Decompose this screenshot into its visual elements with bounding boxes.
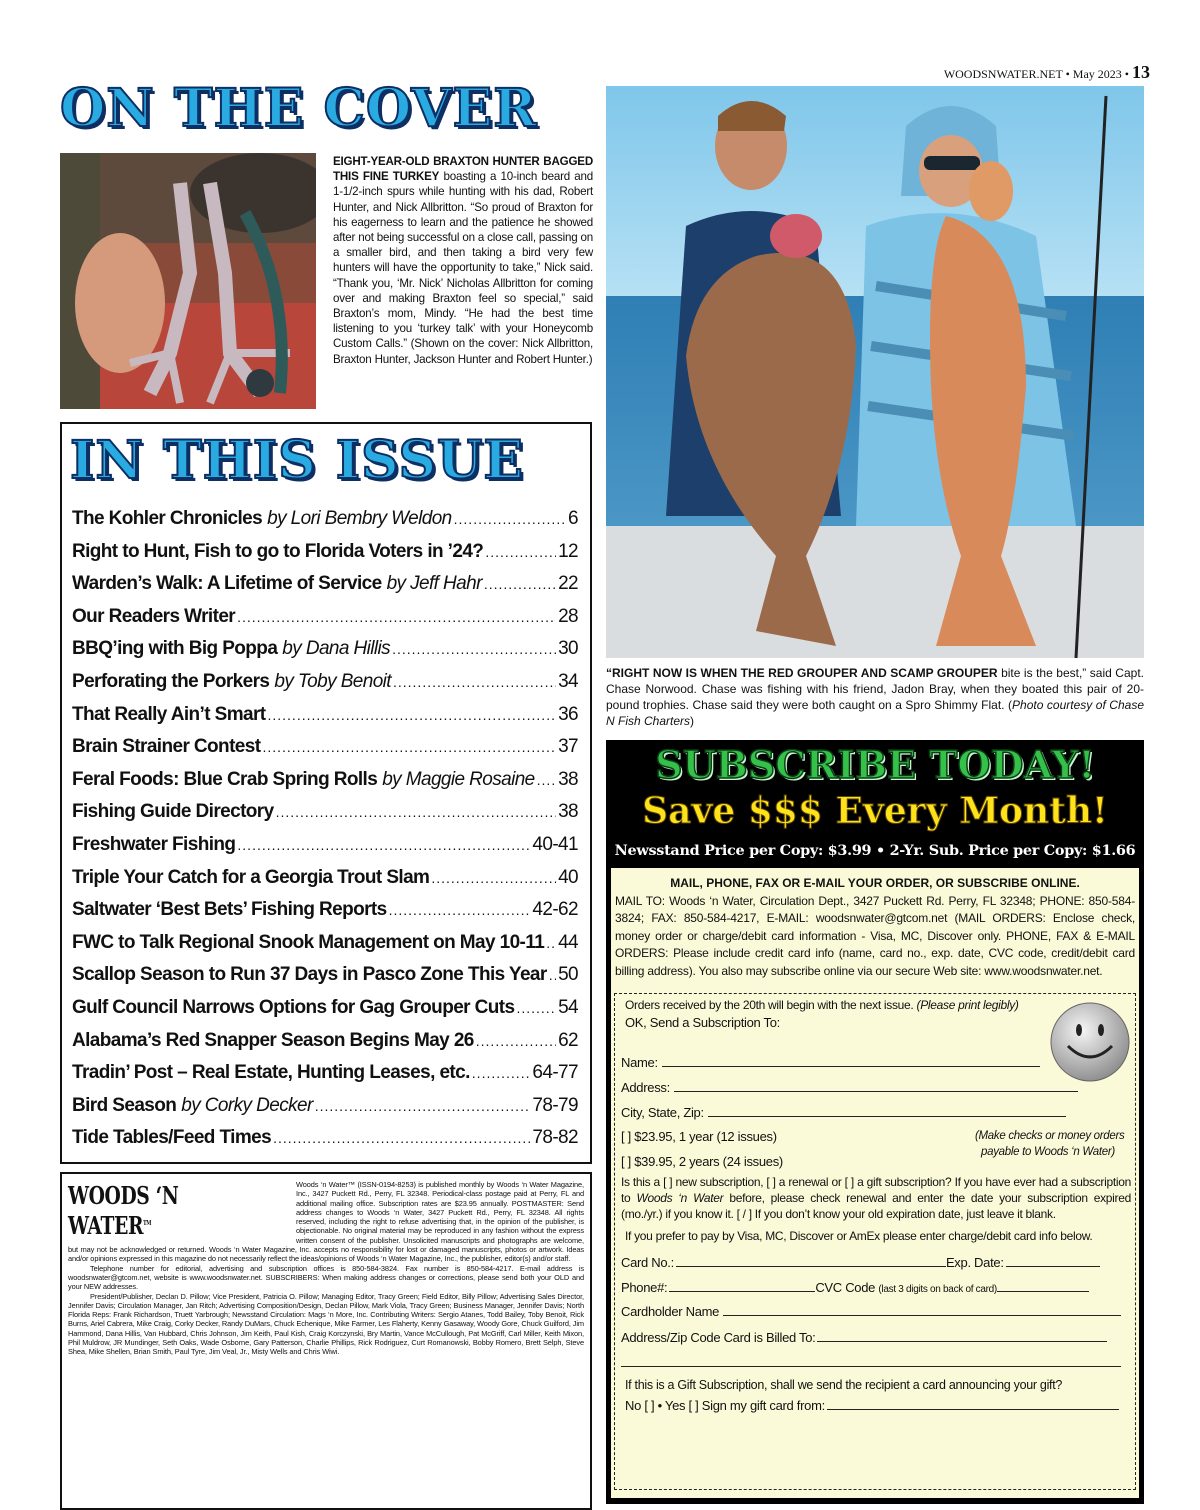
toc-leader-dots: [484, 576, 556, 592]
toc-title: Right to Hunt, Fish to go to Florida Voters in ’24?: [72, 540, 484, 562]
card-number-field[interactable]: Card No.: Exp. Date:: [621, 1254, 1100, 1270]
toc-title: Our Readers Writer: [72, 605, 236, 627]
address-field[interactable]: Address:: [621, 1079, 1078, 1095]
toc-page-number: 6: [568, 508, 578, 529]
toc-title: FWC to Talk Regional Snook Management on May 10-11: [72, 931, 545, 953]
masthead-contact-info: Telephone number for editorial, advertising and subscription offices is 850-584-3824. Fax number is 850-584-4217. E-mail address is woodsnwater@gtcom.net, website is www.woodsnwater.net. SUBSCRIBERS: When making address changes or corrections, please send both your OLD and your NEW addresses.: [68, 1263, 584, 1292]
toc-leader-dots: [516, 1000, 556, 1016]
toc-title: Tide Tables/Feed Times: [72, 1127, 272, 1149]
toc-title: Saltwater ‘Best Bets’ Fishing Reports: [72, 899, 387, 921]
toc-entry: [72, 704, 578, 737]
toc-title: The Kohler Chronicles: [72, 508, 263, 529]
cardholder-name-field[interactable]: Cardholder Name: [621, 1303, 1121, 1319]
toc-page-number: 44: [558, 931, 578, 953]
toc-leader-dots: [389, 902, 531, 918]
toc-entry: [72, 1095, 578, 1128]
toc-leader-dots: [237, 837, 530, 853]
grouper-photo-caption: [606, 665, 1144, 729]
renewal-question: Is this a [ ] new subscription, [ ] a renewal or [ ] a gift subscription? If you have ever had a subscription to Woods ‘n Water before, please check renewal and enter the date your subscription expired (mo./yr.) if you know it. [ / ] If you don’t know your old expiration date, just leave it blank.: [621, 1175, 1131, 1221]
toc-page-number: 12: [558, 540, 578, 562]
toc-title: That Really Ain’t Smart: [72, 703, 266, 725]
toc-author: by Toby Benoit: [274, 670, 391, 692]
on-the-cover-heading: ON THE COVER: [60, 78, 538, 139]
toc-entry: [72, 997, 578, 1030]
toc-leader-dots: [393, 674, 556, 690]
toc-leader-dots: [454, 511, 566, 527]
toc-entry: [72, 899, 578, 932]
mailing-instructions: MAIL TO: Woods ‘n Water, Circulation Dept., 3427 Puckett Rd. Perry, FL 32348; PHONE: 850-584-3824; FAX: 850-584-4217, E-MAIL: woodsnwater@gtcom.net (MAIL ORDERS: Enclose check, money order or charge/debit card information - Visa, MC, Discover only. PHONE, FAX & E-MAIL ORDERS: Please include credit card info (name, card no., exp. date, CVC code, credit/debit card billing address). You also may subscribe online via our secure Web site: www.woodsnwater.net.: [615, 894, 1135, 978]
toc-page-number: 40-41: [532, 833, 578, 855]
toc-entry: [72, 573, 578, 606]
toc-title: Fishing Guide Directory: [72, 801, 274, 823]
masthead-staff-list: President/Publisher, Declan D. Pillow; Vice President, Patricia O. Pillow; Managing Editor, Tracy Green; Field Editor, Billy Pillow; Advertising Sales Director, Jennifer Davis; Circulation Manager, Jan Ritch; Advertising Composition/Design, Declan Pillow, Mark Viola, Tracy Green; Business Manager, Jennifer Davis; North Florida Reps: Frank Richardson, Truett Yarbrough; Newsstand Circulation: Mags ‘n More, Inc. Contributing Writers: Sergio Atanes, Todd Bailey, Toby Benoit, Rick Burns, Ariel Cabrera, Mike Craig, Corky Decker, Randy DuMars, Chuck Echenique, Mike Farmer, Les Flaherty, Kenny Gasaway, Woody Gore, Chuck Guilford, Jim Hammond, Dana Hillis, Van Hubbard, Chris Johnson, Jim Keith, Paul Kish, Craig Korczynski, Bry Martin, Vance McCullough, Pat McGriff, Carl Miller, Keith Mixon, Phil Muldrow, JR Mundinger, Seth Oaks, Wade Osborne, Gary Patterson, Charlie Phillips, Rick Rodriguez, Curt Romanowski, Bobby Romero, Brett Selph, Steve Shea, Mike Shellen, Brian Smith, Paul Tyre, Jim Veal, Jr., Misty Wells and Chris Wiwi.: [68, 1291, 584, 1357]
toc-entry: [72, 834, 578, 867]
cover-caption-body: boasting a 10-inch beard and 1-1/2-inch spurs while hunting with his dad, Robert Hunter, and Nick Allbritton. “So proud of Braxton for his eagerness to learn and the patience he showed after not being successful on a close call, passing on a smaller bird, and then taking a bird very few hunters will have the opportunity to take,” Nick said. “Thank you, ‘Mr. Nick’ Nicholas Allbritton for coming over and making Braxton feel so special,” said Braxton’s mom, Mindy. “He had the best time listening to you ‘turkey talk’ with your Honeycomb Custom Calls.” (Shown on the cover: Nick Allbritton, Braxton Hunter, Jackson Hunter and Robert Hunter.): [333, 170, 593, 366]
toc-title: Warden’s Walk: A Lifetime of Service: [72, 573, 382, 595]
toc-author: by Lori Bembry Weldon: [267, 508, 452, 529]
city-state-zip-field[interactable]: City, State, Zip:: [621, 1104, 1066, 1120]
issue-date: May 2023: [1072, 67, 1122, 81]
toc-entry: [72, 1127, 578, 1160]
photo-credit: Photo courtesy of Chase N Fish Charters: [606, 698, 1144, 728]
toc-entry: [72, 1062, 578, 1095]
toc-page-number: 36: [558, 703, 578, 725]
card-payment-note: If you prefer to pay by Visa, MC, Discover or AmEx please enter charge/debit card info below.: [625, 1229, 1093, 1243]
toc-entry: [72, 964, 578, 997]
toc-page-number: 37: [558, 736, 578, 758]
toc-author: by Jeff Hahr: [386, 573, 482, 595]
toc-page-number: 28: [558, 605, 578, 627]
toc-leader-dots: [262, 739, 556, 755]
toc-entry: [72, 801, 578, 834]
toc-page-number: 42-62: [532, 899, 578, 921]
toc-title: Bird Season: [72, 1094, 177, 1116]
billing-address-field[interactable]: Address/Zip Code Card is Billed To:: [621, 1329, 1107, 1345]
masthead-publication-info: Woods ‘n Water™ (ISSN-0194-8253) is published monthly by Woods ‘n Water Magazine, Inc., 3427 Puckett Rd., Perry, FL 32348. Periodical-class postage paid at Perry, FL and additional mailing office. Subscription rates are $23.95 annually. POSTMASTER: Send address changes to Woods ‘n Water, 3427 Puckett Rd., Perry, FL 32348. All rights reserved, including the right to refuse advertising that, in the opinion of the publisher, is objectionable. No original material may be reproduced in any fashion without the express written consent of the publisher. Unsolicited manuscripts and photographs are welcome, but may not be acknowledged or returned. Woods ‘n Water Magazine, Inc. accepts no responsibility for lost or damaged manuscripts, photos or artwork. Ideas and/or opinions expressed in this magazine do not necessarily reflect the ideas/opinions of Woods ‘n Water Magazine, Inc., the publisher, editor(s) and/or staff.: [68, 1180, 584, 1264]
toc-leader-dots: [276, 804, 556, 820]
running-header: [820, 62, 1150, 83]
toc-leader-dots: [273, 1130, 530, 1146]
billing-address-line2[interactable]: [621, 1354, 1121, 1370]
fish-caption-lead: “RIGHT NOW IS WHEN THE RED GROUPER AND SCAMP GROUPER: [606, 666, 998, 680]
gift-card-question: If this is a Gift Subscription, shall we send the recipient a card announcing your gift?: [625, 1378, 1063, 1392]
gift-card-options[interactable]: No [ ] • Yes [ ] Sign my gift card from:: [625, 1397, 1119, 1413]
toc-entry: [72, 1030, 578, 1063]
header-separator: •: [1124, 67, 1129, 81]
toc-page-number: 78-82: [532, 1127, 578, 1149]
toc-title: Tradin’ Post – Real Estate, Hunting Leases, etc.: [72, 1062, 470, 1084]
toc-title: Feral Foods: Blue Crab Spring Rolls: [72, 768, 378, 790]
fish-caption-close: ): [690, 714, 695, 728]
toc-title: Triple Your Catch for a Georgia Trout Slam: [72, 866, 430, 888]
toc-page-number: 30: [558, 638, 578, 660]
toc-title: Alabama’s Red Snapper Season Begins May 26: [72, 1029, 474, 1051]
toc-title: Freshwater Fishing: [72, 833, 236, 855]
toc-page-number: 78-79: [532, 1094, 578, 1116]
toc-entry: [72, 932, 578, 965]
toc-leader-dots: [546, 935, 556, 951]
toc-title: Brain Strainer Contest: [72, 736, 261, 758]
toc-page-number: 38: [558, 768, 578, 790]
toc-page-number: 50: [558, 964, 578, 986]
in-this-issue-heading: IN THIS ISSUE: [70, 430, 525, 491]
toc-author: by Corky Decker: [181, 1094, 313, 1116]
toc-page-number: 64-77: [532, 1062, 578, 1084]
phone-field[interactable]: Phone#: CVC Code (last 3 digits on back of card): [621, 1279, 1089, 1295]
cover-caption: [333, 154, 593, 367]
toc-page-number: 34: [558, 670, 578, 692]
toc-entry: [72, 671, 578, 704]
site-name: WOODSNWATER.NET: [943, 67, 1063, 81]
toc-page-number: 40: [558, 866, 578, 888]
checks-note-line1: (Make checks or money orders: [975, 1130, 1125, 1142]
price-comparison: Newsstand Price per Copy: $3.99 • 2-Yr. Sub. Price per Copy: $1.66: [614, 842, 1136, 859]
send-to-label: OK, Send a Subscription To:: [625, 1015, 780, 1030]
toc-author: by Maggie Rosaine: [382, 768, 535, 790]
masthead-box: [60, 1172, 592, 1510]
toc-page-number: 62: [558, 1029, 578, 1051]
toc-page-number: 22: [558, 573, 578, 595]
toc-leader-dots: [472, 1065, 531, 1081]
one-year-option[interactable]: [ ] $23.95, 1 year (12 issues): [621, 1129, 777, 1144]
toc-leader-dots: [549, 967, 556, 983]
toc-leader-dots: [476, 1033, 556, 1049]
page-number: 13: [1132, 62, 1150, 82]
toc-title: BBQ’ing with Big Poppa: [72, 638, 278, 660]
toc-entry: [72, 867, 578, 900]
toc-entry: [72, 769, 578, 802]
cover-caption-lead: EIGHT-YEAR-OLD BRAXTON HUNTER BAGGED THIS FINE TURKEY: [333, 155, 593, 184]
woods-n-water-logo: WOODS ‘N WATER™: [68, 1181, 179, 1240]
header-separator: •: [1065, 67, 1070, 81]
toc-title: Gulf Council Narrows Options for Gag Grouper Cuts: [72, 996, 515, 1018]
toc-leader-dots: [237, 609, 556, 625]
toc-title: Perforating the Porkers: [72, 670, 270, 692]
subscribe-today-heading: SUBSCRIBE TODAY!: [655, 742, 1095, 787]
toc-page-number: 54: [558, 996, 578, 1018]
fish-caption-body: bite is the best,” said Capt. Chase Norwood. Chase was fishing with his friend, Jadon Bray, when they boated this pair of 20-pound trophies. Chase said they were both caught on a Spro Shimmy Flat. (: [606, 666, 1144, 712]
checks-note-line2: payable to Woods ‘n Water): [981, 1146, 1115, 1158]
toc-leader-dots: [485, 544, 556, 560]
toc-leader-dots: [392, 641, 556, 657]
smiley-face-icon: [1048, 1000, 1132, 1084]
save-every-month-banner: Save $$$ Every Month!: [642, 790, 1108, 832]
toc-page-number: 38: [558, 801, 578, 823]
toc-leader-dots: [315, 1098, 531, 1114]
toc-author: by Dana Hillis: [282, 638, 391, 660]
toc-title: Scallop Season to Run 37 Days in Pasco Zone This Year: [72, 964, 547, 986]
toc-entry: [72, 638, 578, 671]
toc-entry: [72, 606, 578, 639]
toc-entry: [72, 736, 578, 769]
order-methods-heading: MAIL, PHONE, FAX OR E-MAIL YOUR ORDER, OR SUBSCRIBE ONLINE.: [670, 876, 1080, 890]
toc-entry: [72, 508, 578, 541]
toc-entry: [72, 541, 578, 574]
turkey-feet-photo: [60, 153, 316, 409]
toc-leader-dots: [431, 870, 556, 886]
toc-leader-dots: [537, 772, 556, 788]
toc-leader-dots: [267, 707, 556, 723]
name-field[interactable]: Name:: [621, 1054, 1040, 1070]
orders-note: Orders received by the 20th will begin with the next issue. (Please print legibly): [625, 998, 1019, 1012]
grouper-anglers-photo: [606, 86, 1144, 658]
table-of-contents: [72, 508, 578, 1160]
two-year-option[interactable]: [ ] $39.95, 2 years (24 issues): [621, 1154, 783, 1169]
